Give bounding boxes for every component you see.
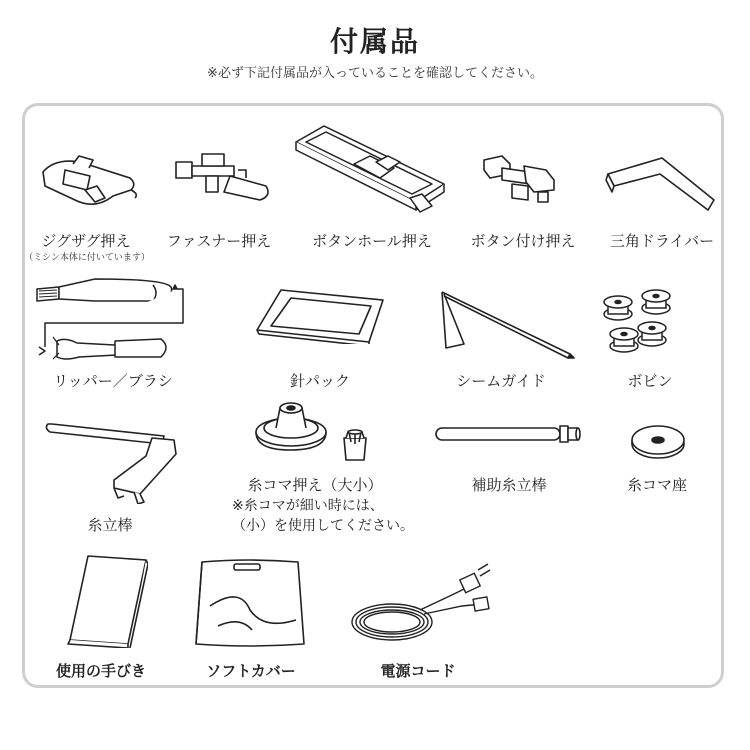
item-note-zigzag-foot: （ミシン本体に付いています） bbox=[24, 253, 150, 263]
item-label-button-sewing-foot: ボタン付け押え bbox=[470, 232, 576, 250]
seam-guide-icon bbox=[436, 288, 576, 368]
manual-book-icon bbox=[66, 552, 148, 648]
item-label-spool-felt: 糸コマ座 bbox=[626, 476, 687, 494]
item-label-seam-guide: シームガイド bbox=[456, 372, 546, 390]
page-title: 付属品 bbox=[329, 25, 420, 58]
item-label-aux-spool-pin: 補助糸立棒 bbox=[471, 476, 547, 494]
needle-pack-icon bbox=[255, 288, 385, 344]
buttonhole-foot-icon bbox=[292, 122, 452, 220]
item-label-ripper-brush: リッパー／ブラシ bbox=[53, 372, 173, 390]
item-label-buttonhole-foot: ボタンホール押え bbox=[312, 232, 432, 250]
item-label-zipper-foot: ファスナー押え bbox=[166, 232, 272, 250]
item-label-spool-cap: 糸コマ押え（大小） bbox=[247, 476, 383, 494]
item-label-zigzag-foot: ジグザグ押え bbox=[41, 232, 131, 250]
zipper-foot-icon bbox=[172, 148, 272, 208]
spool-cap-icon bbox=[250, 398, 375, 468]
item-label-power-cord: 電源コード bbox=[380, 662, 456, 680]
item-label-bobbin: ボビン bbox=[627, 372, 673, 390]
soft-cover-icon bbox=[190, 556, 310, 648]
item-label-screwdriver: 三角ドライバー bbox=[609, 232, 715, 250]
item-label-soft-cover: ソフトカバー bbox=[206, 662, 296, 680]
item-label-needle-pack: 針パック bbox=[289, 372, 350, 390]
spool-felt-icon bbox=[628, 422, 688, 462]
triangle-screwdriver-icon bbox=[600, 152, 720, 214]
item-label-spool-pin: 糸立棒 bbox=[87, 516, 133, 534]
item-note-spool-cap-2: （小）を使用してください。 bbox=[232, 518, 414, 534]
seam-ripper-brush-icon bbox=[35, 275, 195, 370]
item-label-manual: 使用の手びき bbox=[55, 662, 146, 680]
power-cord-icon bbox=[344, 560, 494, 650]
spool-pin-icon bbox=[42, 418, 182, 504]
page-subtitle: ※必ず下記付属品が入っていることを確認してください。 bbox=[207, 66, 543, 81]
bobbin-icon bbox=[598, 288, 690, 360]
button-sewing-foot-icon bbox=[476, 150, 558, 208]
item-note-spool-cap-1: ※糸コマが細い時には、 bbox=[232, 498, 384, 514]
auxiliary-spool-pin-icon bbox=[432, 424, 582, 446]
zigzag-presser-foot-icon bbox=[35, 150, 140, 220]
